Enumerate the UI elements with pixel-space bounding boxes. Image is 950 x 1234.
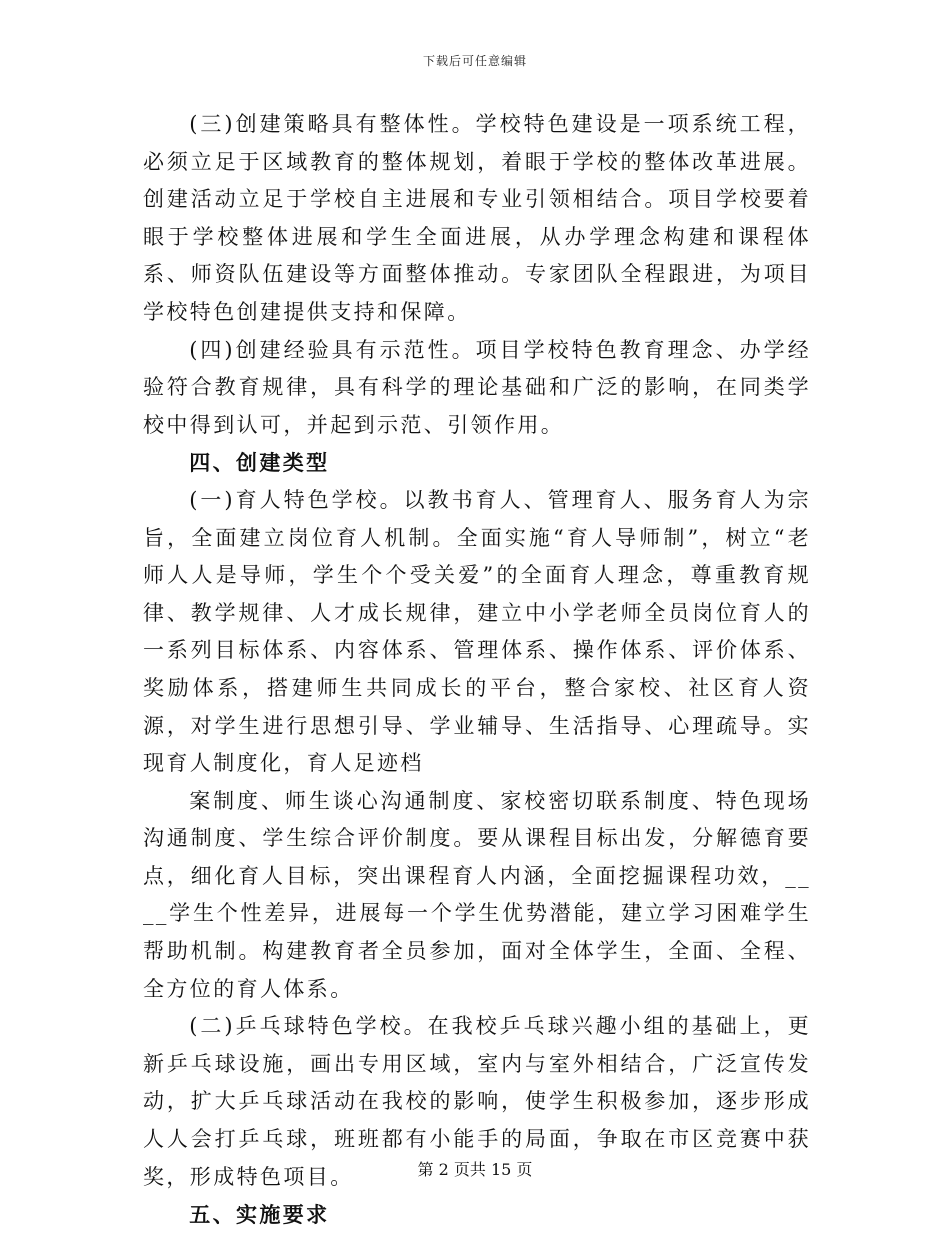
paragraph-education-feature-school: (一)育人特色学校。以教书育人、管理育人、服务育人为宗旨，全面建立岗位育人机制。全面实施“育人导师制”，树立“老师人人是导师，学生个个受关爱”的全面育人理念，尊重教育规律、教学规律、人才成长规律，建立中小学老师全员岗位育人的一系列目标体系、内容体系、管理体系、操作体系、评价体系、奖励体系，搭建师生共同成长的平台，整合家校、社区育人资源，对学生进行思想引导、学业辅导、生活指导、心理疏导。实现育人制度化，育人足迹档 — [143, 487, 811, 776]
paragraph-system-continuation: 案制度、师生谈心沟通制度、家校密切联系制度、特色现场沟通制度、学生综合评价制度。要从课程目标出发，分解德育要点，细化育人目标，突出课程育人内涵，全面挖掘课程功效，____学生个性差异，进展每一个学生优势潜能，建立学习困难学生帮助机制。构建教育者全员参加，面对全体学生，全面、全程、全方位的育人体系。 — [143, 788, 811, 1001]
document-body — [143, 106, 811, 1234]
page-header-note: 下载后可任意编辑 — [422, 54, 527, 68]
paragraph-experience-demonstrative: (四)创建经验具有示范性。项目学校特色教育理念、办学经验符合教育规律，具有科学的理论基础和广泛的影响，在同类学校中得到认可，并起到示范、引领作用。 — [143, 337, 811, 437]
paragraph-strategy-holistic: (三)创建策略具有整体性。学校特色建设是一项系统工程，必须立足于区域教育的整体规划，着眼于学校的整体改革进展。创建活动立足于学校自主进展和专业引领相结合。项目学校要着眼于学校整体进展和学生全面进展，从办学理念构建和课程体系、师资队伍建设等方面整体推动。专家团队全程跟进，为项目学校特色创建提供支持和保障。 — [143, 112, 811, 324]
section-heading-types: 四、创建类型 — [189, 450, 330, 476]
page-number-footer: 第 2 页共 15 页 — [417, 1160, 533, 1179]
paragraph-pingpong-feature-school: (二)乒乓球特色学校。在我校乒乓球兴趣小组的基础上，更新乒乓球设施，画出专用区域，室内与室外相结合，广泛宣传发动，扩大乒乓球活动在我校的影响，使学生积极参加，逐步形成人人会打乒乓球，班班都有小能手的局面，争取在市区竞赛中获奖，形成特色项目。 — [143, 1014, 811, 1189]
section-heading-requirements: 五、实施要求 — [189, 1202, 330, 1228]
